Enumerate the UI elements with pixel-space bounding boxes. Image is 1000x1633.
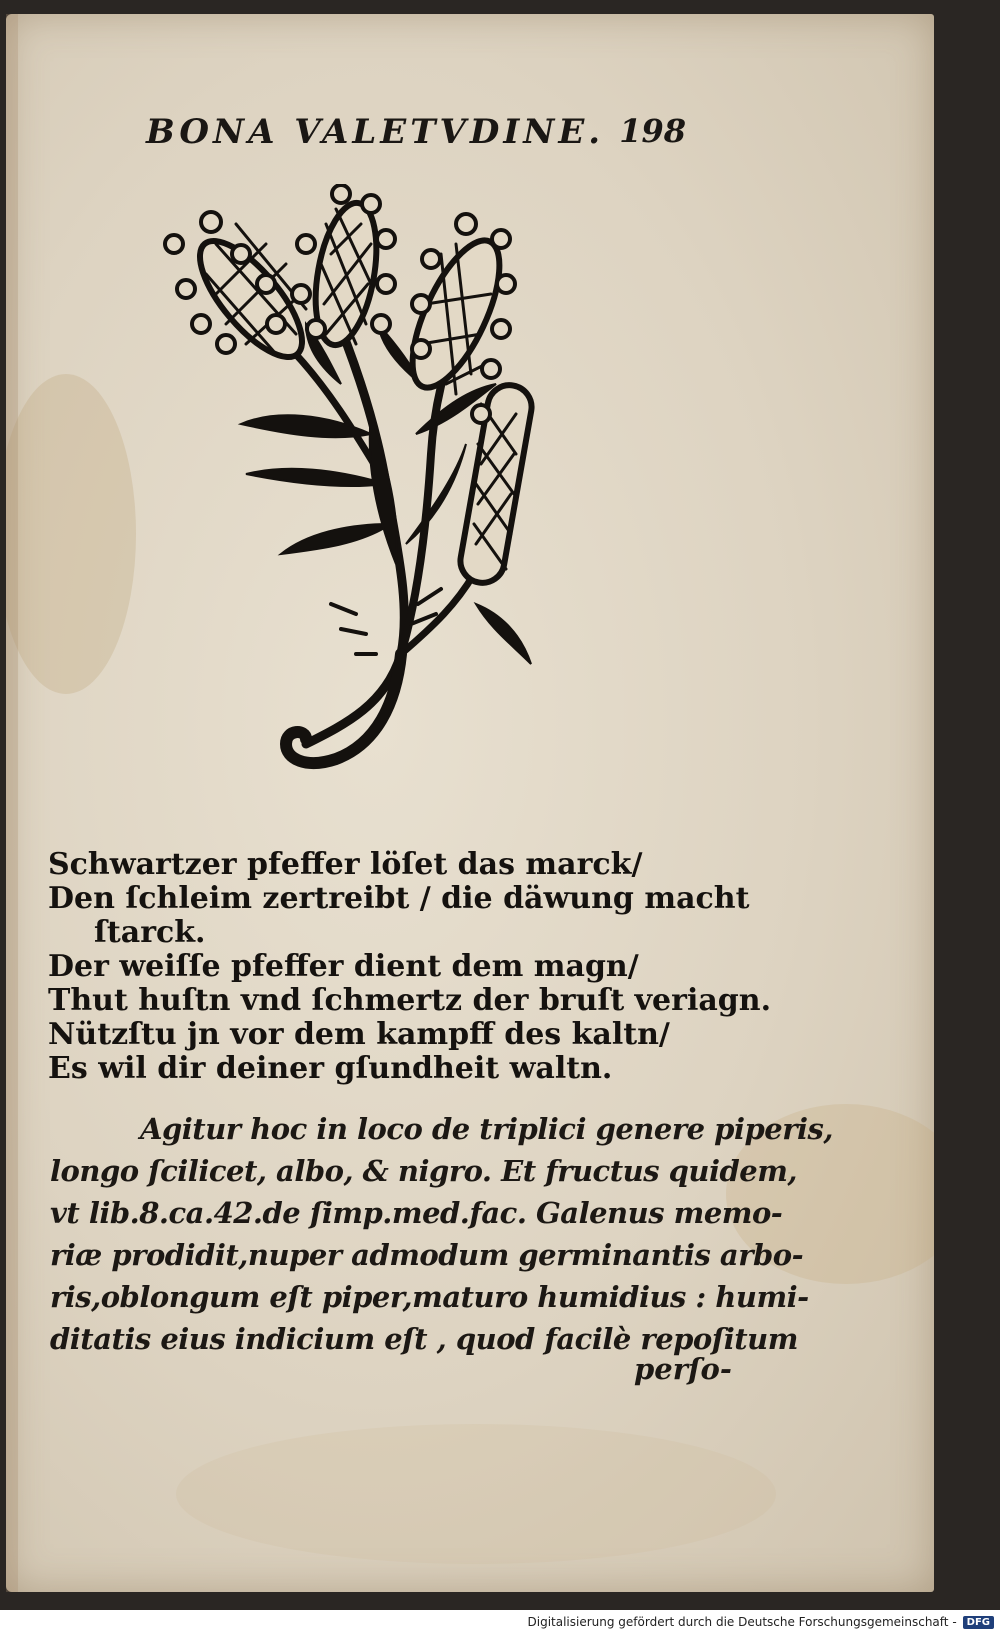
running-head <box>146 112 686 162</box>
german-verse <box>48 847 772 1086</box>
verse-line: Den ſchleim zertreibt / die däwung macht <box>48 881 750 916</box>
digitization-footer <box>528 1612 995 1632</box>
verse-line: Thut huſtn vnd ſchmertz der bruſt veriagn. <box>48 983 772 1018</box>
pepper-plant-woodcut <box>156 184 576 824</box>
prose-line: ris,oblongum eſt piper,maturo humidius : humi- <box>50 1280 809 1314</box>
latin-commentary <box>50 1108 833 1360</box>
verse-line: Der weiſſe pfeffer dient dem magn/ <box>48 949 639 984</box>
running-head-title: BONA VALETVDINE. <box>146 112 605 152</box>
prose-line: vt lib.8.ca.42.de ſimp.med.fac. Galenus memo- <box>50 1196 783 1230</box>
prose-line: riæ prodidit,nuper admodum germinantis arbo- <box>50 1238 804 1272</box>
verse-line: Schwartzer pfeffer löſet das marck/ <box>48 847 643 882</box>
verse-line: Nützſtu jn vor dem kampff des kaltn/ <box>48 1017 670 1052</box>
prose-line: Agitur hoc in loco de triplici genere piperis, <box>140 1112 833 1146</box>
book-page <box>6 14 934 1592</box>
catchword: perſo- <box>634 1352 732 1386</box>
dfg-logo: DFG <box>963 1616 994 1629</box>
footer-credit: Digitalisierung gefördert durch die Deutsche Forschungsgemeinschaft - <box>527 1615 957 1629</box>
verse-line: ſtarck. <box>94 915 206 950</box>
page-number: 198 <box>619 112 686 150</box>
prose-line: longo ſcilicet, albo, & nigro. Et fructus quidem, <box>50 1154 798 1188</box>
prose-line: ditatis eius indicium eſt , quod facilè repoſitum <box>50 1322 798 1356</box>
verse-line: Es wil dir deiner gſundheit waltn. <box>48 1051 613 1086</box>
